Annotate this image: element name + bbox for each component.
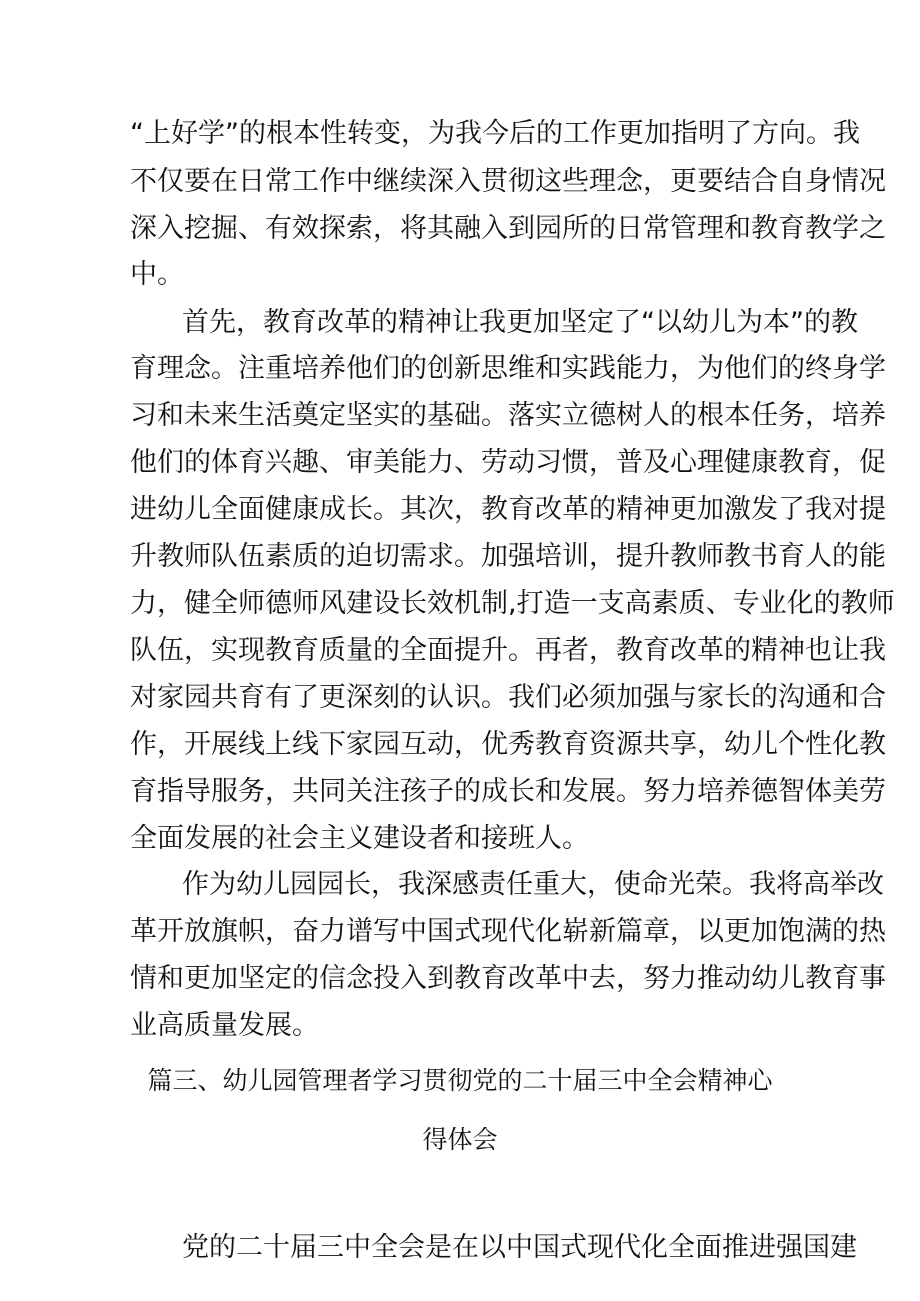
paragraph-line: 作，开展线上线下家园互动，优秀教育资源共享，幼儿个性化教 bbox=[130, 729, 886, 760]
paragraph-line: 党的二十届三中全会是在以中国式现代化全面推进强国建 bbox=[182, 1232, 857, 1263]
paragraph-line: 全面发展的社会主义建设者和接班人。 bbox=[130, 823, 589, 854]
paragraph-line: 业高质量发展。 bbox=[130, 1010, 319, 1041]
paragraph-line: 队伍，实现教育质量的全面提升。再者，教育改革的精神也让我 bbox=[130, 635, 886, 666]
paragraph-line: 对家园共育有了更深刻的认识。我们必须加强与家长的沟通和合 bbox=[130, 682, 886, 713]
paragraph-line: 不仅要在日常工作中继续深入贯彻这些理念，更要结合自身情况 bbox=[130, 166, 886, 197]
paragraph-line: 首先，教育改革的精神让我更加坚定了“以幼儿为本”的教 bbox=[182, 307, 858, 338]
paragraph-line: 情和更加坚定的信念投入到教育改革中去，努力推动幼儿教育事 bbox=[130, 963, 886, 994]
section-heading: 篇三、幼儿园管理者学习贯彻党的二十届三中全会精神心 bbox=[147, 1066, 773, 1095]
paragraph-line: 进幼儿全面健康成长。其次，教育改革的精神更加激发了我对提 bbox=[130, 494, 886, 525]
paragraph-line: 育理念。注重培养他们的创新思维和实践能力，为他们的终身学 bbox=[130, 353, 886, 384]
paragraph-line: 育指导服务，共同关注孩子的成长和发展。努力培养德智体美劳 bbox=[130, 776, 886, 807]
paragraph-line: 革开放旗帜，奋力谱写中国式现代化崭新篇章，以更加饱满的热 bbox=[130, 916, 886, 947]
paragraph-line: 他们的体育兴趣、审美能力、劳动习惯，普及心理健康教育，促 bbox=[130, 447, 886, 478]
paragraph-line: 深入挖掘、有效探索，将其融入到园所的日常管理和教育教学之 bbox=[130, 213, 886, 244]
paragraph-line: “上好学”的根本性转变，为我今后的工作更加指明了方向。我 bbox=[130, 118, 860, 149]
paragraph-line: 作为幼儿园园长，我深感责任重大，使命光荣。我将高举改 bbox=[182, 869, 884, 900]
paragraph-line: 升教师队伍素质的迫切需求。加强培训，提升教师教书育人的能 bbox=[130, 541, 886, 572]
paragraph-line: 力，健全师德师风建设长效机制,打造一支高素质、专业化的教师 bbox=[130, 588, 895, 619]
paragraph-line: 习和未来生活奠定坚实的基础。落实立德树人的根本任务，培养 bbox=[130, 400, 886, 431]
paragraph-line: 中。 bbox=[130, 259, 184, 290]
section-heading-continued: 得体会 bbox=[422, 1125, 498, 1154]
